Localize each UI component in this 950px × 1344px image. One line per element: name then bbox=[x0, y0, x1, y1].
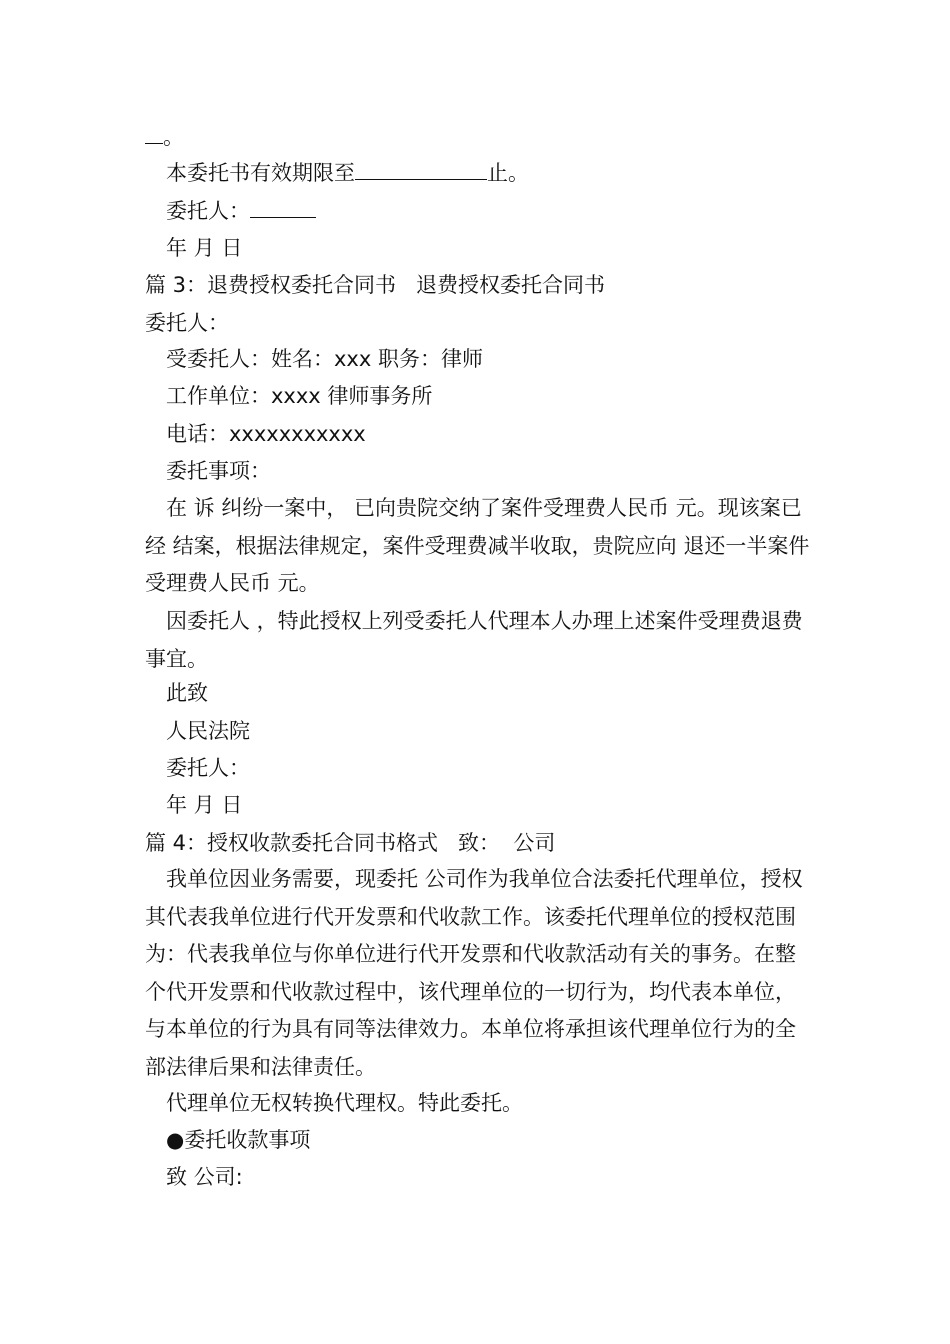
authorize-paragraph: 因委托人 ，特此授权上列受委托人代理本人办理上述案件受理费退费事宜。 bbox=[145, 609, 803, 671]
no-transfer-line: 代理单位无权转换代理权。特此委托。 bbox=[166, 1091, 523, 1115]
date-line-2: 年 月 日 bbox=[166, 793, 243, 817]
matters-paragraph: 在 诉 纠纷一案中， 已向贵院交纳了案件受理费人民币 元。现该案已经 结案，根据法律规定，案件受理费减半收取，贵院应向 退还一半案件受理费人民币 元。 bbox=[145, 496, 810, 595]
validity-suffix: 止。 bbox=[487, 161, 529, 185]
date-line-1: 年 月 日 bbox=[166, 236, 243, 260]
to-company-line: 致 公司: bbox=[166, 1165, 243, 1189]
leading-blank-line bbox=[145, 122, 184, 152]
section3-heading: 篇 3：退费授权委托合同书 退费授权委托合同书 bbox=[145, 273, 606, 297]
bullet-line: ●委托收款事项 bbox=[166, 1128, 311, 1152]
phone-line: 电话：xxxxxxxxxxx bbox=[166, 422, 366, 446]
court-line: 人民法院 bbox=[166, 719, 250, 743]
principal-label: 委托人： bbox=[166, 199, 250, 223]
principal-line-2: 委托人： bbox=[145, 311, 229, 335]
company-paragraph: 我单位因业务需要，现委托 公司作为我单位合法委托代理单位，授权其代表我单位进行代开发票和代收款工作。该委托代理单位的授权范围为：代表我单位与你单位进行代开发票和代收款活动有关的事务。在整个代开发票和代收款过程中，该代理单位的一切行为，均代表本单位，与本单位的行为具有同等法律效力。本单位将承担该代理单位行为的全部法律后果和法律责任。 bbox=[145, 867, 803, 1079]
tail-mark: 。 bbox=[163, 125, 184, 149]
section4-heading: 篇 4：授权收款委托合同书格式 致： 公司 bbox=[145, 831, 556, 855]
validity-prefix: 本委托书有效期限至 bbox=[166, 161, 355, 185]
matters-label: 委托事项： bbox=[166, 459, 271, 483]
to-line: 此致 bbox=[166, 681, 208, 705]
work-unit-line: 工作单位：xxxx 律师事务所 bbox=[166, 384, 433, 408]
agent-line: 受委托人：姓名：xxx 职务：律师 bbox=[166, 347, 483, 371]
principal-line-1 bbox=[166, 196, 316, 226]
validity-blank bbox=[355, 161, 487, 180]
validity-line bbox=[166, 158, 529, 188]
blank-underline bbox=[145, 125, 163, 144]
principal-line-3: 委托人： bbox=[166, 756, 250, 780]
principal-blank bbox=[250, 199, 316, 218]
